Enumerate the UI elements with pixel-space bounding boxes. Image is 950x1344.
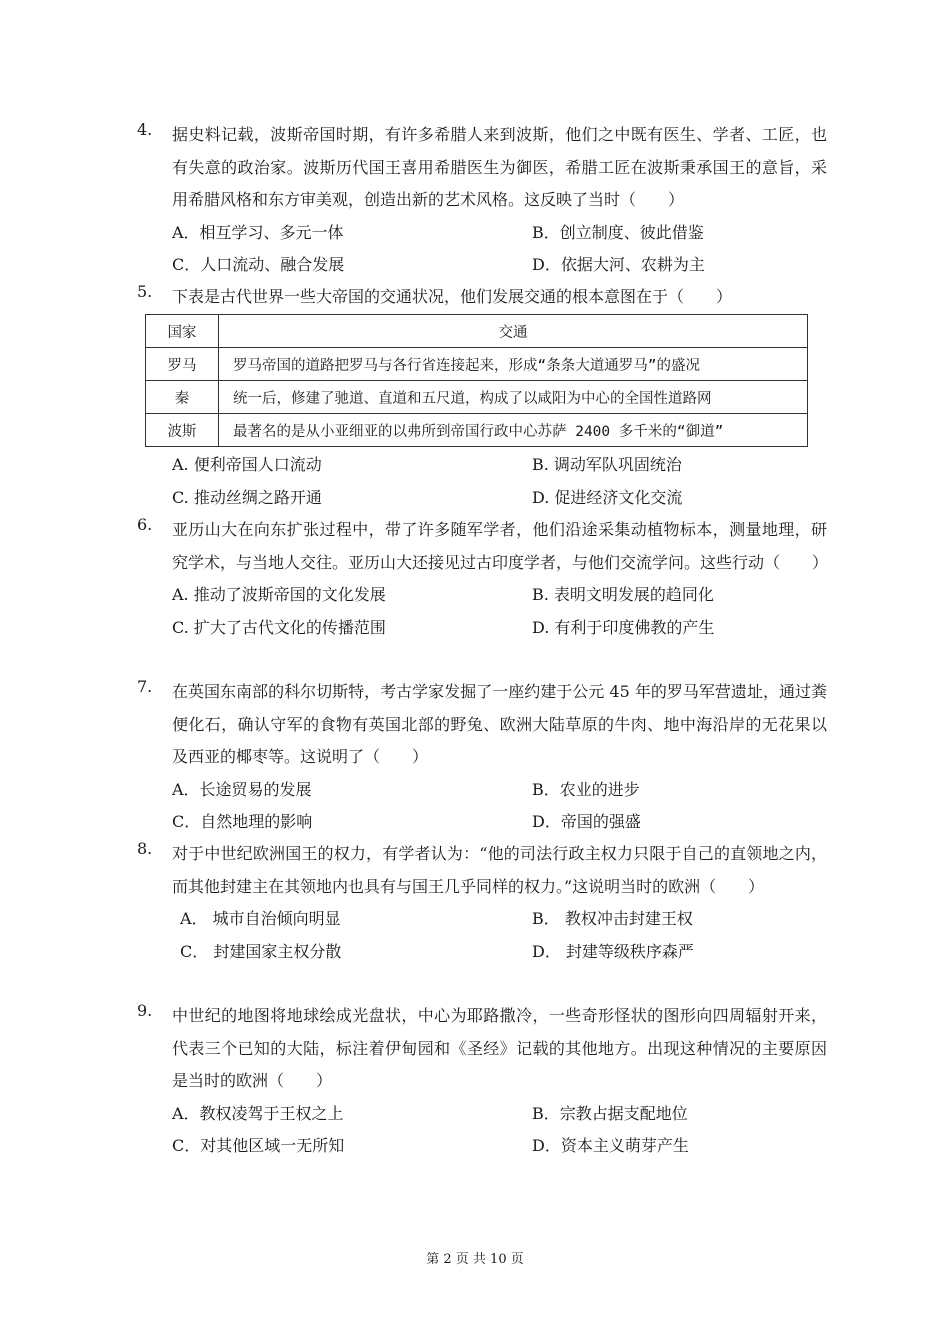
option-a[interactable]: A. 便利帝国人口流动	[172, 455, 322, 474]
question-4	[137, 119, 827, 282]
table-cell-transport: 统一后，修建了驰道、直道和五尺道，构成了以咸阳为中心的全国性道路网	[219, 381, 808, 414]
table-header-country: 国家	[146, 315, 219, 348]
question-number: 4.	[137, 120, 153, 139]
options	[172, 449, 827, 514]
option-c[interactable]: C．自然地理的影响	[172, 812, 313, 831]
option-c[interactable]: C. 推动丝绸之路开通	[172, 487, 322, 507]
option-c[interactable]: C．人口流动、融合发展	[172, 255, 345, 274]
table-header-transport: 交通	[219, 315, 808, 348]
option-b[interactable]: B．创立制度、彼此借鉴	[532, 222, 704, 242]
question-number: 7.	[137, 677, 153, 696]
option-d[interactable]: D． 封建等级秩序森严	[532, 941, 694, 961]
table-cell-country: 罗马	[146, 348, 219, 381]
transport-table	[145, 314, 808, 447]
option-d[interactable]: D. 有利于印度佛教的产生	[532, 617, 715, 637]
option-c[interactable]: C. 扩大了古代文化的传播范围	[172, 617, 386, 637]
question-5-options	[137, 449, 827, 514]
page-footer: 第 2 页 共 10 页	[426, 1252, 524, 1267]
table-row	[146, 348, 808, 381]
option-d[interactable]: D．依据大河、农耕为主	[532, 255, 705, 274]
table-header-row	[146, 315, 808, 348]
options	[172, 579, 827, 644]
question-stem: 亚历山大在向东扩张过程中，带了许多随军学者，他们沿途采集动植物标本，测量地理，研究学术，与当地人交往。亚历山大还接见过古印度学者，与他们交流学问。这些行动（ ）	[172, 520, 829, 572]
options	[172, 217, 827, 282]
question-number: 9.	[137, 1001, 153, 1020]
option-a[interactable]: A． 城市自治倾向明显	[180, 909, 341, 928]
option-c[interactable]: C． 封建国家主权分散	[180, 941, 342, 961]
question-stem: 对于中世纪欧洲国王的权力，有学者认为：“他的司法行政主权力只限于自己的直领地之内，而其他封建主在其领地内也具有与国王几乎同样的权力。”这说明当时的欧洲（ ）	[172, 844, 827, 896]
table-cell-transport: 最著名的是从小亚细亚的以弗所到帝国行政中心苏萨 2400 多千米的“御道”	[219, 414, 808, 447]
question-9	[137, 1000, 827, 1163]
question-number: 6.	[137, 515, 153, 534]
table-cell-transport: 罗马帝国的道路把罗马与各行省连接起来，形成“条条大道通罗马”的盛况	[219, 348, 808, 381]
option-d[interactable]: D．资本主义萌芽产生	[532, 1136, 689, 1155]
option-b[interactable]: B. 调动军队巩固统治	[532, 455, 682, 474]
question-stem: 下表是古代世界一些大帝国的交通状况，他们发展交通的根本意图在于（ ）	[172, 287, 733, 306]
question-stem: 在英国东南部的科尔切斯特，考古学家发掘了一座约建于公元 45 年的罗马军营遗址，通过粪便化石，确认守军的食物有英国北部的野兔、欧洲大陆草原的牛肉、地中海沿岸的无花果以及西亚的椰枣等。这说明了（ ）	[172, 682, 827, 766]
table-cell-country: 波斯	[146, 414, 219, 447]
option-a[interactable]: A．相互学习、多元一体	[172, 222, 344, 242]
options	[172, 903, 827, 968]
question-stem: 据史料记载，波斯帝国时期，有许多希腊人来到波斯，他们之中既有医生、学者、工匠，也有失意的政治家。波斯历代国王喜用希腊医生为御医，希腊工匠在波斯秉承国王的意旨，采用希腊风格和东方审美观，创造出新的艺术风格。这反映了当时（ ）	[172, 125, 827, 209]
option-a[interactable]: A．教权凌驾于王权之上	[172, 1103, 344, 1123]
option-b[interactable]: B. 表明文明发展的趋同化	[532, 585, 714, 604]
options	[172, 1098, 827, 1163]
option-b[interactable]: B．宗教占据支配地位	[532, 1103, 688, 1123]
table-row	[146, 414, 808, 447]
question-stem: 中世纪的地图将地球绘成光盘状，中心为耶路撒冷，一些奇形怪状的图形向四周辐射开来，代表三个已知的大陆，标注着伊甸园和《圣经》记载的其他地方。出现这种情况的主要原因是当时的欧洲（ ）	[172, 1006, 827, 1090]
question-7	[137, 676, 827, 839]
question-8	[137, 838, 827, 968]
option-b[interactable]: B． 教权冲击封建王权	[532, 909, 693, 928]
option-d[interactable]: D. 促进经济文化交流	[532, 487, 683, 507]
question-number: 8.	[137, 839, 153, 858]
option-c[interactable]: C．对其他区域一无所知	[172, 1136, 345, 1155]
question-6	[137, 514, 827, 644]
options	[172, 774, 827, 839]
question-number: 5.	[137, 282, 153, 301]
option-a[interactable]: A. 推动了波斯帝国的文化发展	[172, 585, 386, 604]
question-5	[137, 281, 827, 314]
table-cell-country: 秦	[146, 381, 219, 414]
option-d[interactable]: D．帝国的强盛	[532, 812, 641, 831]
option-a[interactable]: A．长途贸易的发展	[172, 779, 312, 799]
option-b[interactable]: B．农业的进步	[532, 779, 640, 799]
table-row	[146, 381, 808, 414]
